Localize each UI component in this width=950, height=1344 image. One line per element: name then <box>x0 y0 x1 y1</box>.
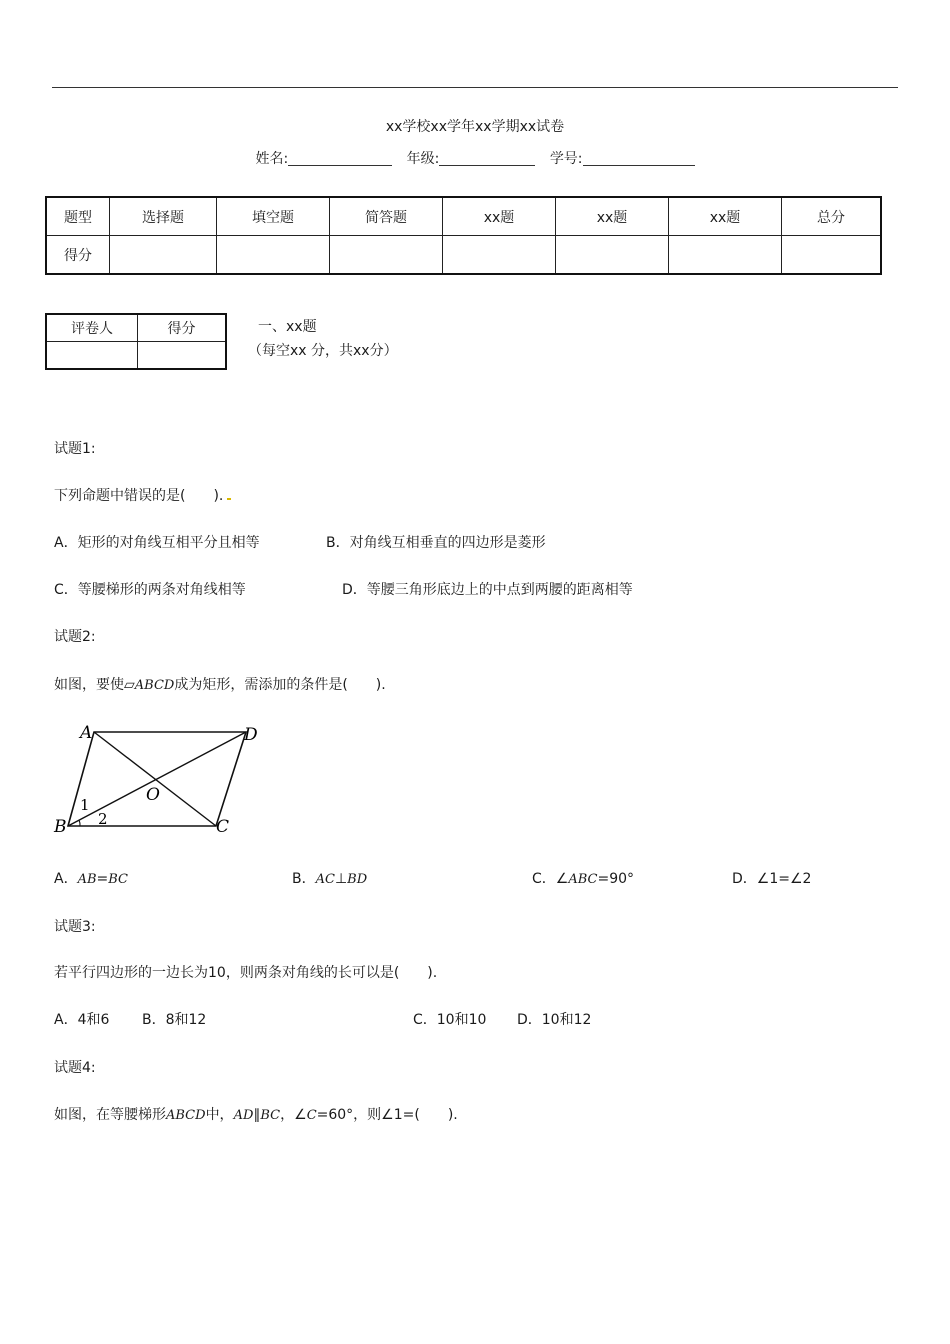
option-italic: BC <box>108 872 129 887</box>
grader-header-row <box>46 314 226 342</box>
question-1-option-d[interactable]: D．等腰三角形底边上的中点到两腰的距离相等 <box>342 582 633 598</box>
option-prefix: C．∠ <box>532 871 569 887</box>
score-cell[interactable] <box>782 236 882 275</box>
question-2-stem-start: 如图，要使▱ <box>54 677 135 693</box>
score-header-cell: 简答题 <box>330 197 443 236</box>
question-2-stem-end: 成为矩形，需添加的条件是( ). <box>174 677 386 693</box>
question-3-option-a[interactable]: A．4和6 <box>54 1012 110 1028</box>
question-2-stem-italic: ABCD <box>134 678 175 693</box>
option-prefix: B． <box>292 871 316 887</box>
mark-dot <box>227 498 231 500</box>
name-label: 姓名: <box>255 151 289 167</box>
angle-label-1: 1 <box>80 796 90 814</box>
question-4-text-part: ∥ <box>253 1107 261 1123</box>
question-2-option-d[interactable] <box>732 868 811 888</box>
option-prefix: D．∠1=∠2 <box>732 871 812 887</box>
question-3-label: 试题3: <box>54 919 96 935</box>
center-label-o: O <box>146 785 160 805</box>
diagonal-bd <box>68 732 246 826</box>
score-cell[interactable] <box>217 236 330 275</box>
question-1-stem: 下列命题中错误的是( ). <box>54 488 224 504</box>
option-italic: ABC <box>568 872 598 887</box>
question-2-option-a[interactable] <box>54 868 128 888</box>
option-italic: AC <box>315 872 335 887</box>
vertex-label-d: D <box>244 725 258 745</box>
question-3-option-d[interactable]: D．10和12 <box>517 1012 592 1028</box>
grade-label: 年级: <box>406 151 440 167</box>
score-cell[interactable] <box>110 236 217 275</box>
score-table <box>45 196 882 275</box>
question-4-italic: BC <box>260 1108 281 1123</box>
grader-header-cell: 得分 <box>138 314 227 342</box>
option-text: = <box>96 871 109 887</box>
option-italic: BD <box>347 872 368 887</box>
score-header-cell: 总分 <box>782 197 882 236</box>
question-4-text-part: 中， <box>205 1107 234 1123</box>
vertex-label-a: A <box>80 723 93 743</box>
question-2-option-c[interactable] <box>532 868 634 888</box>
question-4-text-part: ，∠ <box>280 1107 307 1123</box>
score-header-cell: 选择题 <box>110 197 217 236</box>
option-text: =90° <box>597 871 635 887</box>
score-cell[interactable] <box>443 236 556 275</box>
angle-label-2: 2 <box>98 810 108 828</box>
question-4-stem-start: 如图，在等腰梯形 <box>54 1107 166 1123</box>
question-2-option-b[interactable] <box>292 868 367 888</box>
score-table-header-row <box>46 197 881 236</box>
name-blank[interactable] <box>288 151 392 166</box>
question-3-text: 若平行四边形的一边长为10，则两条对角线的长可以是( ). <box>54 965 438 981</box>
score-cell[interactable] <box>669 236 782 275</box>
score-cell[interactable] <box>556 236 669 275</box>
question-3-option-c[interactable]: C．10和10 <box>413 1012 487 1028</box>
grader-cell[interactable] <box>138 342 227 370</box>
question-4-text-part: =60°，则∠1=( ). <box>316 1107 458 1123</box>
question-4-text <box>54 1104 458 1124</box>
question-2-text <box>54 674 386 694</box>
question-4-italic: ABCD <box>166 1108 206 1123</box>
question-1-text <box>54 485 231 505</box>
option-italic: AB <box>77 872 97 887</box>
score-header-cell: xx题 <box>556 197 669 236</box>
option-text: ⊥ <box>334 871 348 887</box>
angle-arc <box>79 820 80 826</box>
top-rule <box>52 87 898 88</box>
student-info-line <box>0 148 950 168</box>
question-1-option-b[interactable]: B．对角线互相垂直的四边形是菱形 <box>326 535 546 551</box>
score-header-cell: xx题 <box>669 197 782 236</box>
score-table-score-row <box>46 236 881 275</box>
question-2-label: 试题2: <box>54 629 96 645</box>
diagonal-ac <box>94 732 216 826</box>
option-prefix: A． <box>54 871 78 887</box>
section-subtitle: （每空xx 分，共xx分） <box>248 343 398 359</box>
exam-title: xx学校xx学年xx学期xx试卷 <box>385 119 565 135</box>
question-3-option-b[interactable]: B．8和12 <box>142 1012 207 1028</box>
vertex-label-c: C <box>216 817 230 837</box>
grader-cell[interactable] <box>46 342 138 370</box>
section-title: 一、xx题 <box>258 319 317 335</box>
parallelogram-figure <box>50 718 270 842</box>
question-1-option-a[interactable]: A．矩形的对角线互相平分且相等 <box>54 535 260 551</box>
id-blank[interactable] <box>583 151 695 166</box>
score-header-cell: 填空题 <box>217 197 330 236</box>
question-4-italic: C <box>306 1108 317 1123</box>
question-4-italic: AD <box>233 1108 254 1123</box>
question-1-label: 试题1: <box>54 441 96 457</box>
score-header-cell: 题型 <box>46 197 110 236</box>
vertex-label-b: B <box>54 817 67 837</box>
question-1-option-c[interactable]: C．等腰梯形的两条对角线相等 <box>54 582 246 598</box>
score-cell[interactable] <box>330 236 443 275</box>
id-label: 学号: <box>549 151 583 167</box>
grader-table <box>45 313 227 370</box>
grader-score-row <box>46 342 226 370</box>
score-row-label: 得分 <box>46 236 110 275</box>
grade-blank[interactable] <box>439 151 535 166</box>
question-4-label: 试题4: <box>54 1060 96 1076</box>
score-header-cell: xx题 <box>443 197 556 236</box>
grader-header-cell: 评卷人 <box>46 314 138 342</box>
